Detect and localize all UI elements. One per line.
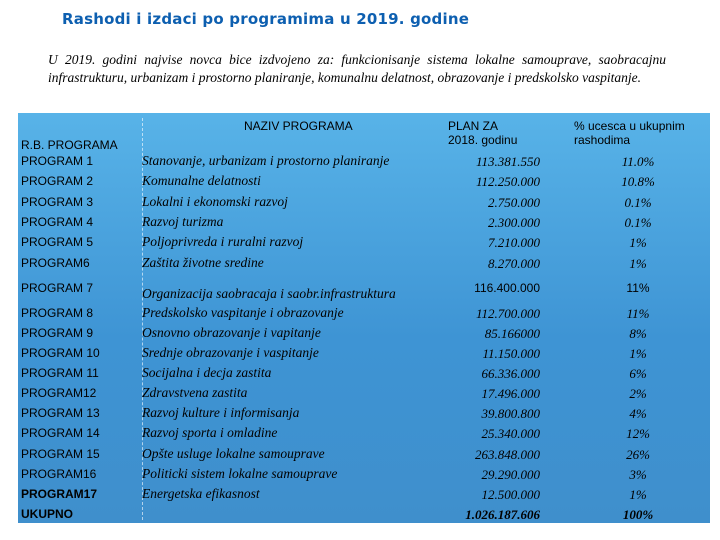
program-name: Opšte usluge lokalne samouprave xyxy=(142,446,325,461)
total-share: 100% xyxy=(622,507,654,522)
page-title: Rashodi i izdaci po programima u 2019. godine xyxy=(62,10,470,28)
program-plan: 113.381.550 xyxy=(475,154,540,169)
program-plan: 112.700.000 xyxy=(475,306,540,321)
program-code: PROGRAM 15 xyxy=(21,447,100,461)
program-code: PROGRAM 4 xyxy=(21,215,94,229)
program-plan: 7.210.000 xyxy=(488,235,540,250)
header-rb: R.B. PROGRAMA xyxy=(21,138,118,152)
program-share: 1% xyxy=(629,346,647,361)
program-name: Razvoj sporta i omladine xyxy=(142,425,278,440)
program-share: 1% xyxy=(629,256,647,271)
header-name: NAZIV PROGRAMA xyxy=(244,119,353,133)
program-table xyxy=(14,113,710,523)
header-pct-line1: % ucesca u ukupnim xyxy=(574,119,685,133)
program-share: 3% xyxy=(629,467,647,482)
program-plan: 263.848.000 xyxy=(475,447,540,462)
program-name: Razvoj turizma xyxy=(142,214,224,229)
program-code: PROGRAM 10 xyxy=(21,346,100,360)
program-code: PROGRAM 11 xyxy=(21,366,99,380)
program-share: 0.1% xyxy=(624,215,652,230)
program-code: PROGRAM17 xyxy=(21,487,98,501)
program-name: Zdravstvena zastita xyxy=(142,385,248,400)
program-plan: 116.400.000 xyxy=(474,281,540,295)
program-share: 11% xyxy=(626,281,650,295)
program-code: PROGRAM12 xyxy=(21,386,97,400)
program-code: PROGRAM 5 xyxy=(21,235,94,249)
program-plan: 39.800.800 xyxy=(481,406,540,421)
program-plan: 29.290.000 xyxy=(481,467,540,482)
program-plan: 2.750.000 xyxy=(488,195,540,210)
program-code: PROGRAM 13 xyxy=(21,406,100,420)
program-plan: 66.336.000 xyxy=(481,366,540,381)
program-name: Osnovno obrazovanje i vapitanje xyxy=(142,325,321,340)
program-plan: 112.250.000 xyxy=(475,174,540,189)
program-plan: 8.270.000 xyxy=(488,256,540,271)
program-name: Stanovanje, urbanizam i prostorno planiranje xyxy=(142,153,390,168)
program-share: 2% xyxy=(629,386,647,401)
program-name: Zaštita životne sredine xyxy=(142,255,264,270)
program-name: Politicki sistem lokalne samouprave xyxy=(142,466,338,481)
total-plan: 1.026.187.606 xyxy=(465,507,540,522)
program-name: Predskolsko vaspitanje i obrazovanje xyxy=(142,305,344,320)
program-plan: 2.300.000 xyxy=(488,215,540,230)
program-name: Razvoj kulture i informisanja xyxy=(142,405,300,420)
program-share: 6% xyxy=(629,366,647,381)
header-pct-line2: rashodima xyxy=(574,133,631,147)
header-plan-line1: PLAN ZA xyxy=(448,119,499,133)
program-plan: 85.166000 xyxy=(484,326,540,341)
program-code: PROGRAM 3 xyxy=(21,195,94,209)
program-share: 11.0% xyxy=(621,154,655,169)
intro-paragraph: U 2019. godini najvise novca bice izdvojeno za: funkcionisanje sistema lokalne samouprave, saobracajnu infrastrukturu, urbanizam i prostorno planiranje, komunalnu delatnost, obrazovanje i predskolsko vaspitanje. xyxy=(48,52,666,85)
program-name: Poljoprivreda i ruralni razvoj xyxy=(142,234,304,249)
program-share: 12% xyxy=(626,426,650,441)
program-code: PROGRAM16 xyxy=(21,467,97,481)
program-code: PROGRAM 2 xyxy=(21,174,94,188)
program-plan: 17.496.000 xyxy=(481,386,540,401)
program-share: 26% xyxy=(626,447,650,462)
header-plan-line2: 2018. godinu xyxy=(448,133,518,147)
program-plan: 25.340.000 xyxy=(481,426,540,441)
program-name: Lokalni i ekonomski razvoj xyxy=(142,194,288,209)
program-code: PROGRAM6 xyxy=(21,256,90,270)
program-plan: 12.500.000 xyxy=(481,487,540,502)
program-share: 4% xyxy=(629,406,647,421)
program-plan: 11.150.000 xyxy=(482,346,540,361)
total-label: UKUPNO xyxy=(21,507,74,521)
program-code: PROGRAM 1 xyxy=(21,154,94,168)
program-name: Komunalne delatnosti xyxy=(142,173,261,188)
program-name: Srednje obrazovanje i vaspitanje xyxy=(142,345,319,360)
program-code: PROGRAM 7 xyxy=(21,281,94,295)
program-code: PROGRAM 8 xyxy=(21,306,94,320)
program-name: Energetska efikasnost xyxy=(142,486,260,501)
program-share: 8% xyxy=(629,326,647,341)
program-code: PROGRAM 9 xyxy=(21,326,94,340)
program-share: 1% xyxy=(629,235,647,250)
program-name: Organizacija saobracaja i saobr.infrastruktura xyxy=(142,286,396,301)
program-share: 1% xyxy=(629,487,647,502)
program-share: 0.1% xyxy=(624,195,652,210)
program-share: 10.8% xyxy=(621,174,655,189)
program-name: Socijalna i decja zastita xyxy=(142,365,272,380)
program-code: PROGRAM 14 xyxy=(21,426,100,440)
program-share: 11% xyxy=(626,306,650,321)
